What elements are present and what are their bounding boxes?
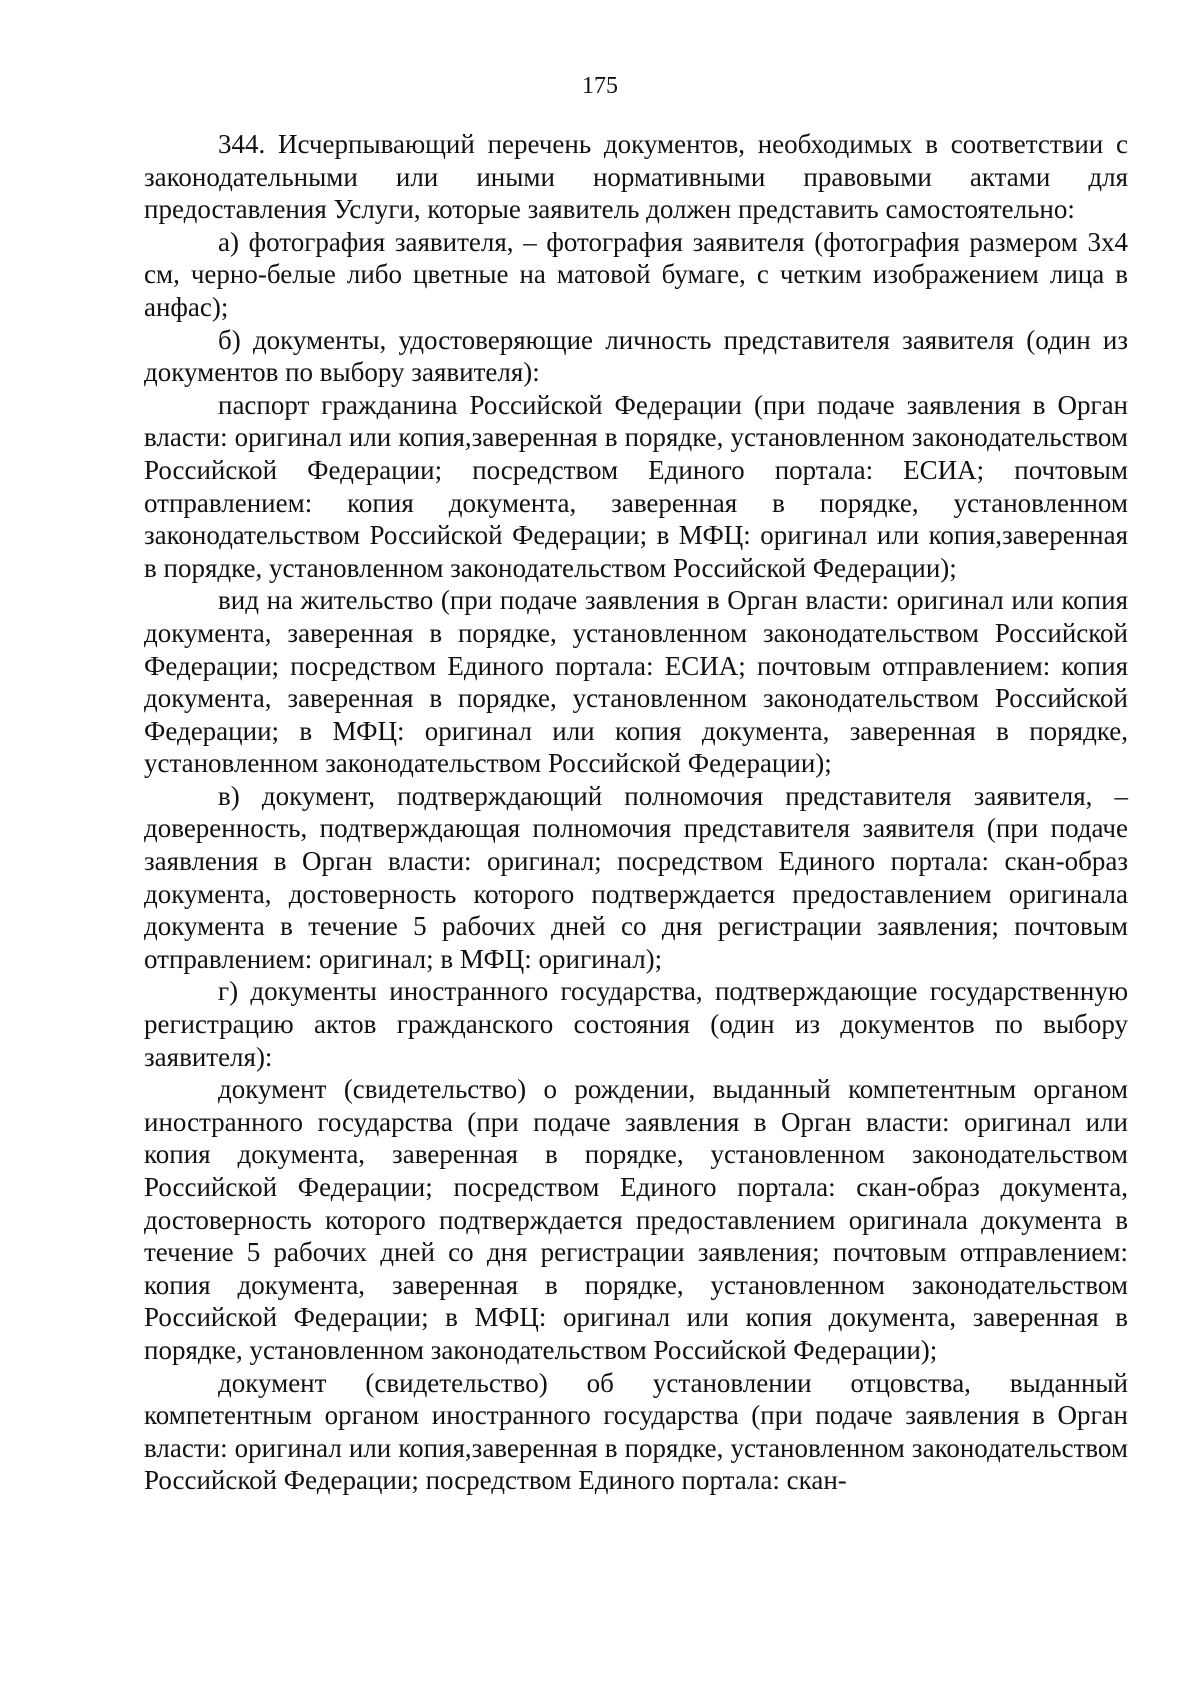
paragraph-subitem-v-power-of-attorney: в) документ, подтверждающий полномочия представителя заявителя, – доверенность, подтверждающая полномочия представителя заявителя (при подаче заявления в Орган власти: оригинал; посредством Единого портала: скан-образ документа, достоверность которого подтверждается предоставлением оригинала документа в течение 5 рабочих дней со дня регистрации заявления; почтовым отправлением: оригинал; в МФЦ: оригинал); (144, 780, 1128, 974)
paragraph-subitem-g-foreign-docs: г) документы иностранного государства, подтверждающие государственную регистрацию актов гражданского состояния (один из документов по выбору заявителя): (144, 976, 1128, 1072)
paragraph-birth-certificate: документ (свидетельство) о рождении, выданный компетентным органом иностранного государства (при подаче заявления в Орган власти: оригинал или копия документа, заверенная в порядке, установленном законодательством Российской Федерации; посредством Единого портала: скан-образ документа, достоверность которого подтверждается предоставлением оригинала документа в течение 5 рабочих дней со дня регистрации заявления; почтовым отправлением: копия документа, заверенная в порядке, установленном законодательством Российской Федерации; в МФЦ: оригинал или копия документа, заверенная в порядке, установленном законодательством Российской Федерации); (144, 1074, 1128, 1365)
paragraph-subitem-a-photo: а) фотография заявителя, – фотография заявителя (фотография размером 3х4 см, черно-белые либо цветные на матовой бумаге, с четким изображением лица в анфас); (144, 226, 1128, 322)
paragraph-subitem-b-identity-docs: б) документы, удостоверяющие личность представителя заявителя (один из документов по выбору заявителя): (144, 324, 1128, 388)
paragraph-residence-permit: вид на жительство (при подаче заявления в Орган власти: оригинал или копия документа, заверенная в порядке, установленном законодательством Российской Федерации; посредством Единого портала: ЕСИА; почтовым отправлением: копия документа, заверенная в порядке, установленном законодательством Российской Федерации; в МФЦ: оригинал или копия документа, заверенная в порядке, установленном законодательством Российской Федерации); (144, 585, 1128, 779)
paragraph-item-344-intro: 344. Исчерпывающий перечень документов, необходимых в соответствии с законодательными или иными нормативными правовыми актами для предоставления Услуги, которые заявитель должен представить самостоятельно: (144, 129, 1128, 225)
paragraph-paternity-certificate: документ (свидетельство) об установлении отцовства, выданный компетентным органом иностранного государства (при подаче заявления в Орган власти: оригинал или копия,заверенная в порядке, установленном законодательством Российской Федерации; посредством Единого портала: скан- (144, 1367, 1128, 1496)
document-body (144, 128, 1128, 1497)
paragraph-passport: паспорт гражданина Российской Федерации (при подаче заявления в Орган власти: оригинал или копия,заверенная в порядке, установленном законодательством Российской Федерации; посредством Единого портала: ЕСИА; почтовым отправлением: копия документа, заверенная в порядке, установленном законодательством Российской Федерации; в МФЦ: оригинал или копия,заверенная в порядке, установленном законодательством Российской Федерации); (144, 389, 1128, 583)
page-number: 175 (582, 73, 618, 99)
